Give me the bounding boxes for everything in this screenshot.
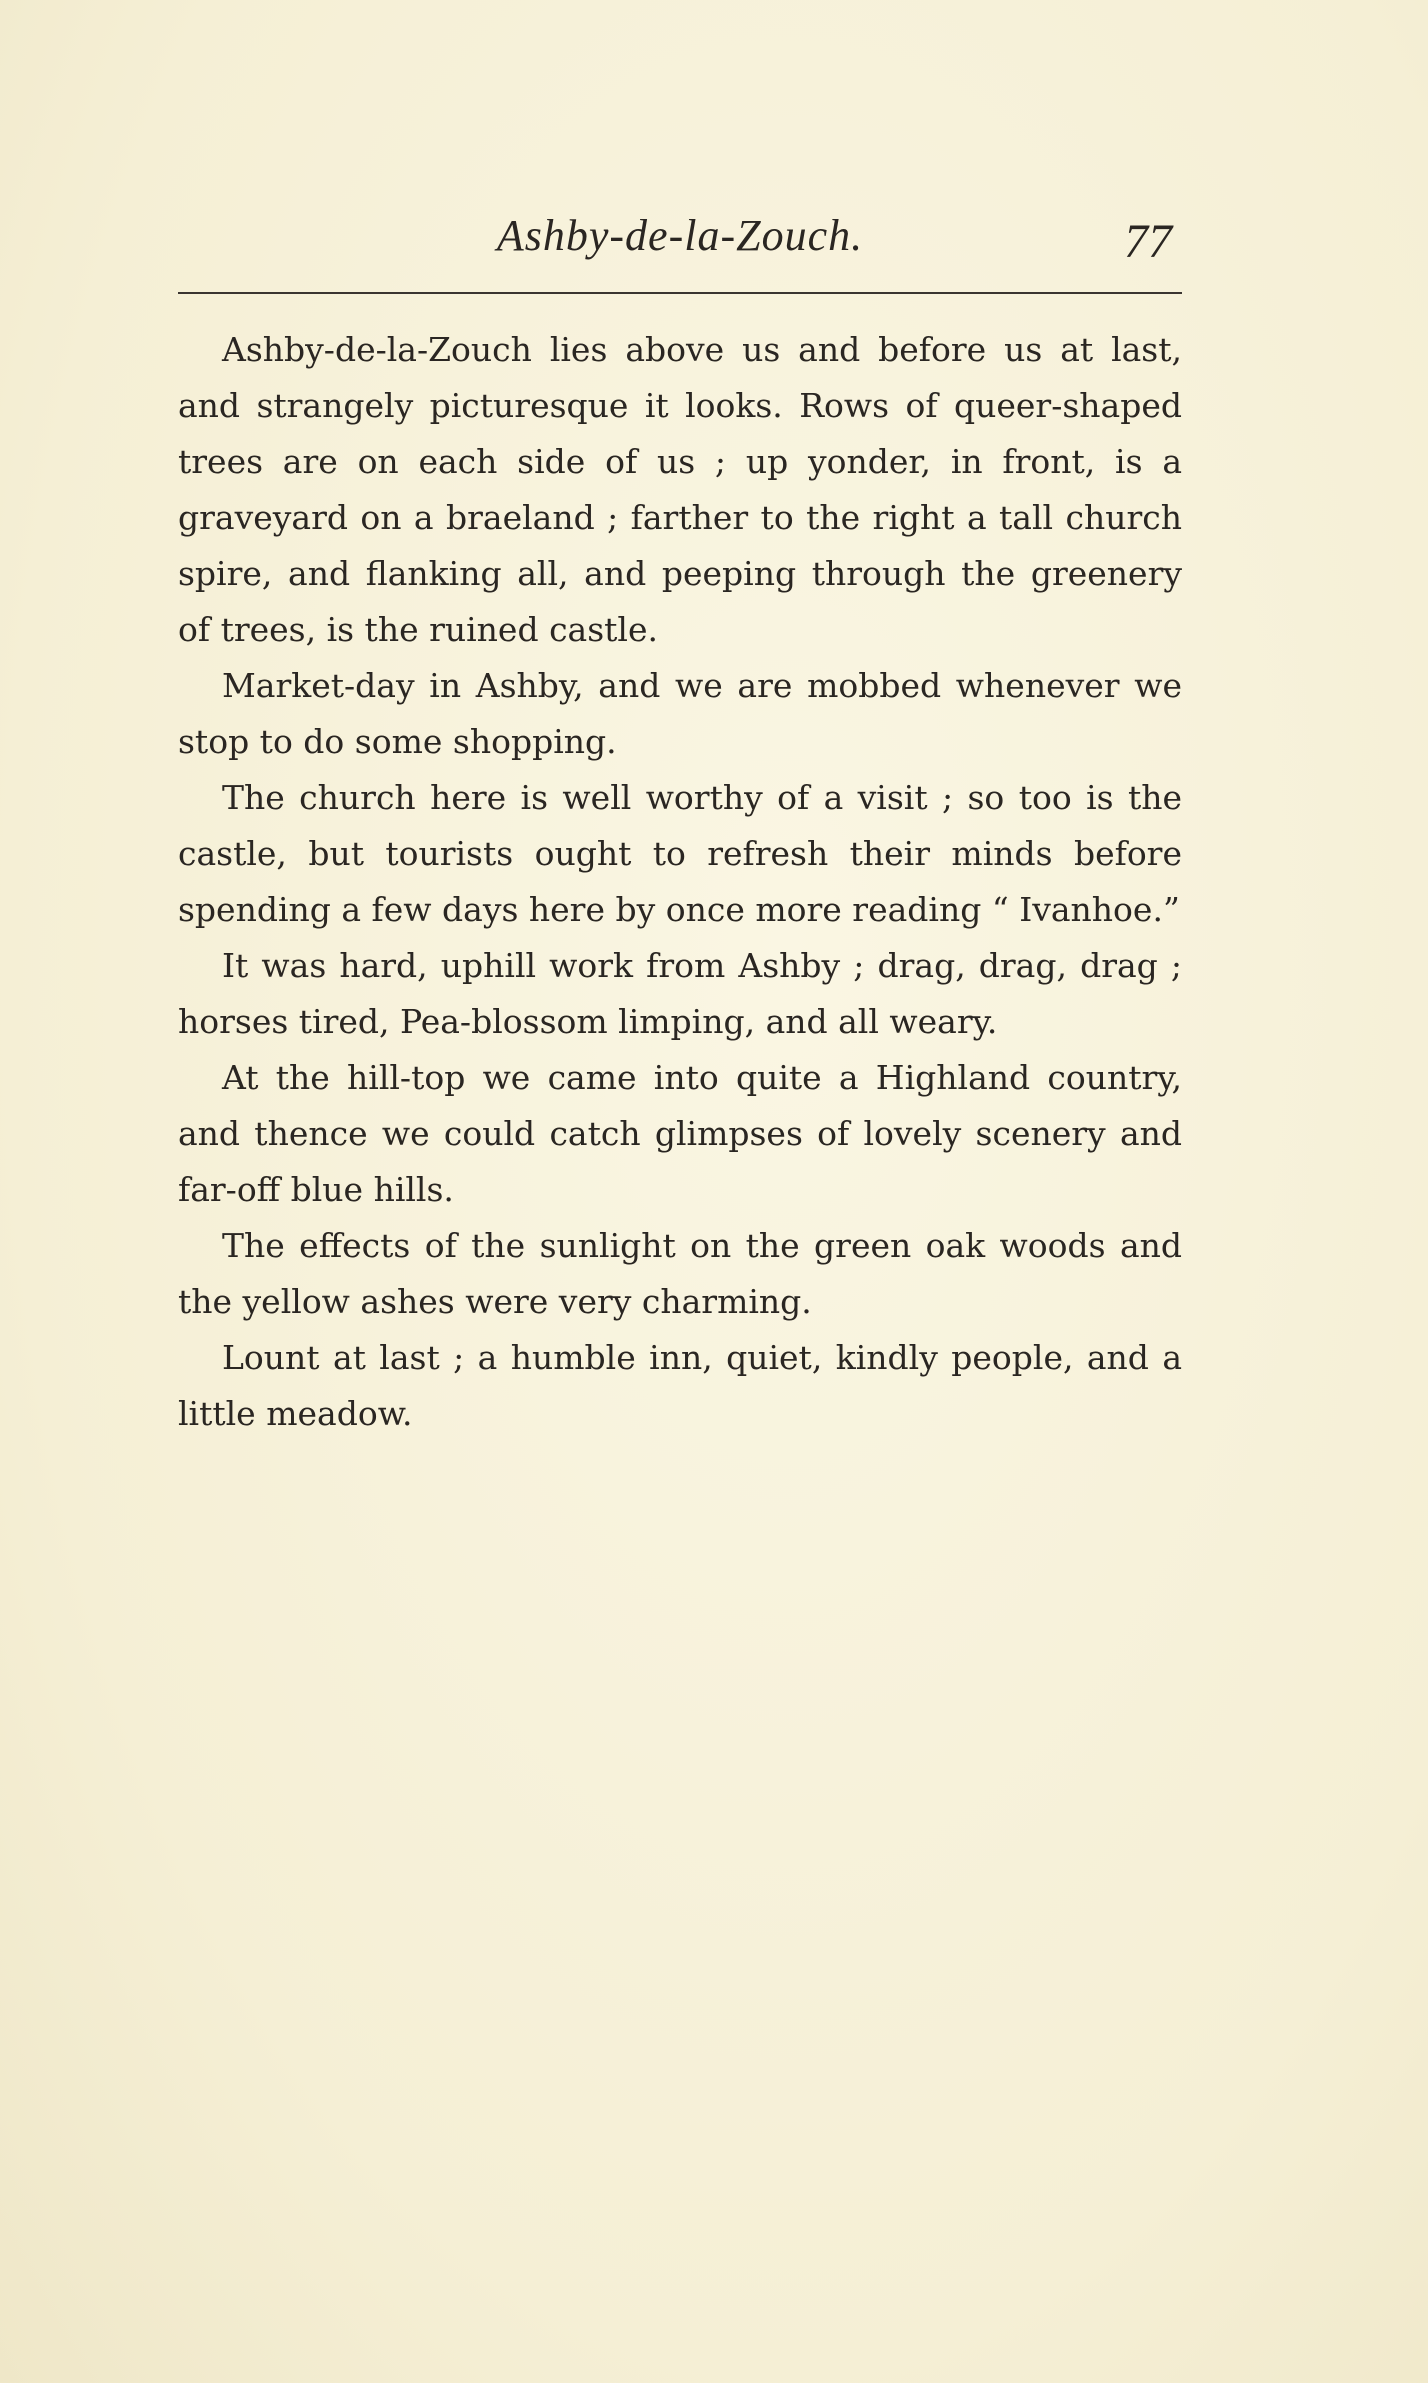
paragraph: It was hard, uphill work from Ashby ; drag, drag, drag ; horses tired, Pea-blossom limping, and all weary.: [178, 946, 1182, 1041]
body-text: [178, 322, 1182, 1442]
paragraph: The effects of the sunlight on the green oak woods and the yellow ashes were very charming.: [178, 1226, 1182, 1321]
paragraph: Market-day in Ashby, and we are mobbed whenever we stop to do some shopping.: [178, 666, 1182, 761]
paragraph: The church here is well worthy of a visit ; so too is the castle, but tourists ought to refresh their minds before spending a few days here by once more reading “ Ivanhoe.”: [178, 778, 1182, 929]
paragraph: At the hill-top we came into quite a Highland country, and thence we could catch glimpses of lovely scenery and far-off blue hills.: [178, 1058, 1182, 1209]
paragraph: Lount at last ; a humble inn, quiet, kindly people, and a little meadow.: [178, 1338, 1182, 1433]
running-head-title: Ashby-de-la-Zouch.: [496, 211, 864, 260]
running-head: [178, 200, 1182, 280]
paragraph: Ashby-de-la-Zouch lies above us and before us at last, and strangely picturesque it looks. Rows of queer-shaped trees are on each side of us ; up yonder, in front, is a graveyard on a braeland ; farther to the right a tall church spire, and flanking all, and peeping through the greenery of trees, is the ruined castle.: [178, 330, 1182, 649]
header-rule: [178, 292, 1182, 294]
page-number: 77: [1124, 215, 1172, 268]
